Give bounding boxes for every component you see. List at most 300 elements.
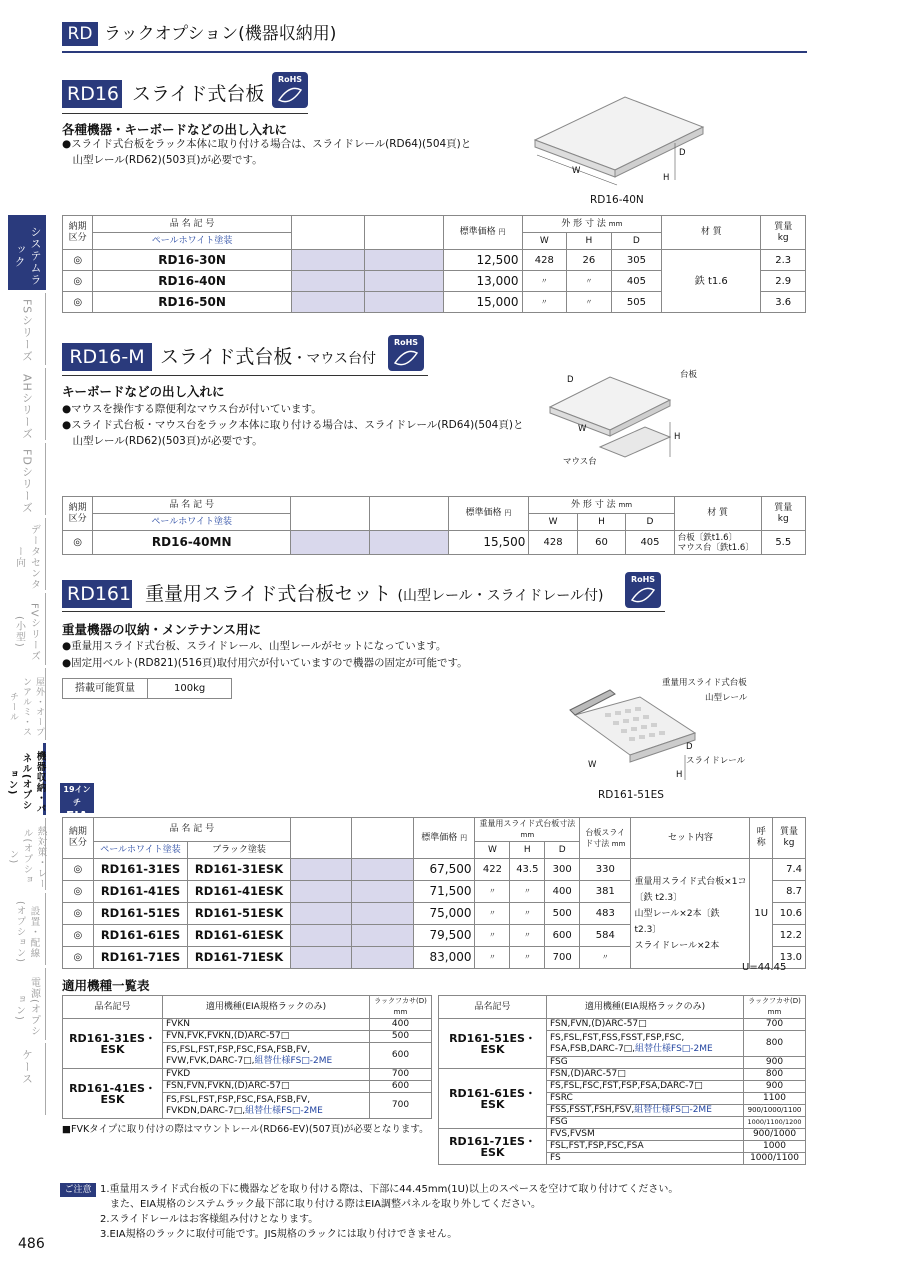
rd161-caption: RD161-51ES xyxy=(598,789,664,801)
note-line: 3.EIA規格のラックに取付可能です。JIS規格のラックには取り付けできません。 xyxy=(100,1229,458,1240)
delivery-mark: ◎ xyxy=(63,271,93,292)
price: 67,500 xyxy=(413,859,475,881)
dim-w: 〃 xyxy=(522,271,567,292)
col-price-unit: 円 xyxy=(460,833,468,842)
models: FSRC xyxy=(547,1093,744,1105)
product-code-white: RD161-71ES xyxy=(93,947,187,969)
dim-d: 600 xyxy=(545,925,580,947)
mass: 12.2 xyxy=(773,925,806,947)
dim-d: 405 xyxy=(626,531,674,555)
rd161-label-plate: 重量用スライド式台板 xyxy=(662,678,747,688)
dim-h: 43.5 xyxy=(510,859,545,881)
rd16m-dim-h: H xyxy=(674,432,681,442)
rohs-icon xyxy=(272,72,308,108)
models: FS xyxy=(547,1153,744,1165)
col-rail-unit: mm xyxy=(611,839,626,848)
rd16m-title xyxy=(160,343,376,373)
set-contents-line: 重量用スライド式台板×1コ xyxy=(634,876,747,887)
product-code: RD16-30N xyxy=(93,250,291,271)
product-code-white: RD161-61ES xyxy=(93,925,187,947)
models: FVKN xyxy=(163,1019,370,1031)
material-line: マウス台〔鉄t1.6〕 xyxy=(677,542,754,553)
rohs-label: RoHS xyxy=(277,75,303,84)
col-mass-unit: kg xyxy=(777,513,789,524)
mass: 5.5 xyxy=(761,531,805,555)
models-line: FS,FSL,FST,FSP,FSC,FSA,FSB,FV, xyxy=(166,1044,311,1055)
col-depth-unit: mm xyxy=(393,1008,408,1016)
col-w: W xyxy=(529,514,577,531)
col-depth-label: ラックフカサ(D) xyxy=(748,997,801,1005)
rd16-bullet: ●スライド式台板をラック本体に取り付ける場合は、スライドレール(RD64)(504頁)と xyxy=(62,138,472,150)
dim-d: 400 xyxy=(545,881,580,903)
blank-cell xyxy=(291,292,364,313)
models-line: FSA,FSB,DARC-7□, xyxy=(550,1043,636,1054)
blank-cell xyxy=(364,250,443,271)
table-row xyxy=(439,1069,806,1081)
note-line: 2.スライドレールはお客様組み付けとなります。 xyxy=(100,1214,319,1225)
depth: 900/1000 xyxy=(744,1129,806,1141)
col-w: W xyxy=(522,233,567,250)
sidebar-item-panel[interactable] xyxy=(8,743,46,815)
col-mass-label: 質量 xyxy=(774,221,793,232)
rd161-bullet: ●固定用ベルト(RD821)(516頁)取付用穴が付いていますので機器の固定が可能です。 xyxy=(62,657,468,669)
col-contents: セット内容 xyxy=(631,818,750,859)
rd16m-subtitle: キーボードなどの出し入れに xyxy=(62,384,225,399)
table-row xyxy=(63,531,806,555)
col-d: D xyxy=(545,842,580,859)
sidebar-label: FDシリーズ xyxy=(20,449,34,514)
col-d: D xyxy=(626,514,674,531)
sidebar-item-fs[interactable] xyxy=(8,293,46,365)
col-name: 品名記号 xyxy=(63,996,163,1019)
table-row xyxy=(63,859,806,881)
rd16-bullet: 山型レール(RD62)(503頁)が必要です。 xyxy=(62,154,263,166)
dim-h: 〃 xyxy=(510,925,545,947)
col-rail xyxy=(580,818,631,859)
models xyxy=(163,1043,370,1069)
blank-cell xyxy=(352,947,414,969)
col-size-label: 外 形 寸 法 xyxy=(561,218,606,229)
depth: 400 xyxy=(370,1019,432,1031)
col-name: 品 名 記 号 xyxy=(93,216,291,233)
blank-cell xyxy=(290,881,352,903)
blank-cell xyxy=(369,531,448,555)
rail-size: 330 xyxy=(580,859,631,881)
col-color: ペールホワイト塗装 xyxy=(93,233,291,250)
sidebar-item-thermal[interactable] xyxy=(8,818,46,890)
product-code: RD16-50N xyxy=(93,292,291,313)
dim-w: 〃 xyxy=(475,925,510,947)
models xyxy=(163,1093,370,1119)
rd16m-label-top: 台板 xyxy=(680,370,698,380)
rd161-tag: RD161 xyxy=(62,580,132,608)
depth: 900 xyxy=(744,1057,806,1069)
col-size-unit: mm xyxy=(520,831,535,839)
models: FVN,FVK,FVKN,(D)ARC-57□ xyxy=(163,1031,370,1043)
dim-h: 〃 xyxy=(510,947,545,969)
col-depth-unit: mm xyxy=(767,1008,782,1016)
product-code: RD16-40MN xyxy=(93,531,291,555)
sidebar-label: データセンター向 xyxy=(13,524,40,590)
col-color: ペールホワイト塗装 xyxy=(93,514,291,531)
sidebar-item-system-rack[interactable] xyxy=(8,215,46,290)
rd161-product-illustration xyxy=(555,685,705,785)
dim-d: 300 xyxy=(545,859,580,881)
product-code-white: RD161-41ES xyxy=(93,881,187,903)
blank-cell xyxy=(352,903,414,925)
set-contents xyxy=(631,859,750,969)
set-contents-line: スライドレール×2本 xyxy=(634,940,720,951)
rd16m-title-small: ・マウス台付 xyxy=(292,351,377,367)
col-h: H xyxy=(567,233,612,250)
models: FS,FSL,FSC,FST,FSP,FSA,DARC-7□ xyxy=(547,1081,744,1093)
models-custom: 組替仕様FS□-2ME xyxy=(254,1055,333,1066)
blank-cell xyxy=(290,947,352,969)
col-mass xyxy=(773,818,806,859)
sidebar-label: 屋外・オープンアルミ・スチール xyxy=(8,677,44,737)
col-name: 品 名 記 号 xyxy=(93,818,290,842)
price: 13,000 xyxy=(443,271,522,292)
eia-badge-bottom: EIA xyxy=(66,809,88,823)
depth: 900/1000/1100 xyxy=(744,1105,806,1117)
col-d: D xyxy=(611,233,662,250)
notes-label: ご注意 xyxy=(60,1183,96,1197)
col-blank xyxy=(291,497,370,531)
eia-badge-top: 19インチ xyxy=(63,785,91,807)
depth: 800 xyxy=(744,1069,806,1081)
blank-cell xyxy=(291,250,364,271)
depth: 600 xyxy=(370,1043,432,1069)
dim-h: 60 xyxy=(577,531,625,555)
page-title: ラックオプション(機器収納用) xyxy=(104,24,337,44)
rd161-bullet: ●重量用スライド式台板、スライドレール、山型レールがセットになっています。 xyxy=(62,640,447,652)
dim-h: 26 xyxy=(567,250,612,271)
material: 鉄 t1.6 xyxy=(662,250,761,313)
col-mass xyxy=(761,216,806,250)
rohs-icon xyxy=(388,335,424,371)
product-code-black: RD161-71ESK xyxy=(188,947,291,969)
rohs-label: RoHS xyxy=(630,575,656,584)
col-mass-label: 質量 xyxy=(774,502,793,513)
dim-d: 500 xyxy=(545,903,580,925)
rd161-underline xyxy=(62,611,665,612)
rd161-dim-w: W xyxy=(588,760,597,770)
mass: 13.0 xyxy=(773,947,806,969)
col-mass-label: 質量 xyxy=(780,827,799,837)
col-size-unit: mm xyxy=(608,219,623,228)
rd161-title xyxy=(145,580,603,610)
models: FVKD xyxy=(163,1069,370,1081)
product-code-black: RD161-41ESK xyxy=(188,881,291,903)
col-size xyxy=(529,497,674,514)
dim-w: 〃 xyxy=(475,903,510,925)
price: 75,000 xyxy=(413,903,475,925)
rd161-table xyxy=(62,817,806,969)
rd16-caption: RD16-40N xyxy=(590,194,644,206)
dim-d: 700 xyxy=(545,947,580,969)
mass: 8.7 xyxy=(773,881,806,903)
sidebar-item-case[interactable] xyxy=(8,1043,46,1115)
delivery-mark: ◎ xyxy=(63,250,93,271)
models: FSN,FVN,(D)ARC-57□ xyxy=(547,1019,744,1031)
rd16m-bullet: 山型レール(RD62)(503頁)が必要です。 xyxy=(62,435,263,447)
col-w: W xyxy=(475,842,510,859)
nominal: 1U xyxy=(750,859,773,969)
blank-cell xyxy=(364,292,443,313)
dim-w: 〃 xyxy=(475,881,510,903)
table-row xyxy=(439,1019,806,1031)
blank-cell xyxy=(291,531,370,555)
blank-cell xyxy=(364,271,443,292)
rd161-title-small: (山型レール・スライドレール付) xyxy=(397,588,604,604)
models: FSG xyxy=(547,1117,744,1129)
rd16m-tag: RD16-M xyxy=(62,343,152,371)
dim-d: 405 xyxy=(611,271,662,292)
delivery-mark: ◎ xyxy=(63,947,94,969)
delivery-mark: ◎ xyxy=(63,531,93,555)
col-size-unit: mm xyxy=(618,500,633,509)
dim-w: 〃 xyxy=(522,292,567,313)
rd161-title-main: 重量用スライド式台板セット xyxy=(145,583,392,605)
models xyxy=(547,1031,744,1057)
rd16m-bullet: ●マウスを操作する際便利なマウス台が付いています。 xyxy=(62,403,322,415)
sidebar-item-wiring[interactable] xyxy=(8,893,46,965)
rd16-tag: RD16 xyxy=(62,80,122,108)
product-code-white: RD161-51ES xyxy=(93,903,187,925)
col-size-label: 外 形 寸 法 xyxy=(570,499,616,510)
rd16-dim-d: D xyxy=(679,148,686,158)
dim-w: 〃 xyxy=(475,947,510,969)
eia-badge xyxy=(60,783,94,823)
material xyxy=(674,531,761,555)
dim-h: 〃 xyxy=(567,271,612,292)
set-contents-line: 〔鉄 t2.3〕 xyxy=(634,892,683,903)
delivery-mark: ◎ xyxy=(63,881,94,903)
dim-h: 〃 xyxy=(567,292,612,313)
col-mass-unit: kg xyxy=(777,232,789,243)
rd16-title: スライド式台板 xyxy=(132,83,265,105)
rd161-subtitle: 重量機器の収納・メンテナンス用に xyxy=(62,622,262,637)
note-line: 1.重量用スライド式台板の下に機器などを取り付ける際は、下部に44.45mm(1U)以上のスペースを空けて取り付けてください。 xyxy=(100,1184,679,1195)
table-row xyxy=(63,1069,432,1081)
models: FVS,FVSM xyxy=(547,1129,744,1141)
group-name: RD161-41ES・ESK xyxy=(63,1069,163,1119)
header-tag: RD xyxy=(62,22,98,46)
col-blank xyxy=(290,818,352,859)
models-line: FS,FSL,FST,FSS,FSST,FSP,FSC, xyxy=(550,1032,685,1043)
models-line: FS,FSL,FST,FSP,FSC,FSA,FSB,FV, xyxy=(166,1094,311,1105)
sidebar-item-fd[interactable] xyxy=(8,443,46,515)
col-white: ペールホワイト塗装 xyxy=(93,842,187,859)
depth: 900 xyxy=(744,1081,806,1093)
load-label: 搭載可能質量 xyxy=(63,679,148,699)
price: 71,500 xyxy=(413,881,475,903)
delivery-mark: ◎ xyxy=(63,292,93,313)
mass: 7.4 xyxy=(773,859,806,881)
models-line: FVW,FVK,DARC-7□, xyxy=(166,1055,255,1066)
col-price-label: 標準価格 xyxy=(465,508,502,518)
material-line: 台板〔鉄t1.6〕 xyxy=(677,532,738,543)
sidebar-label: 機器収納・パネル(オプション) xyxy=(6,750,46,814)
mass: 2.3 xyxy=(761,250,806,271)
blank-cell xyxy=(352,859,414,881)
sidebar-label: ケース xyxy=(20,1049,34,1085)
rd16m-underline xyxy=(62,375,428,376)
sidebar-item-outdoor[interactable] xyxy=(8,668,46,740)
load-value: 100kg xyxy=(148,679,232,699)
col-price-unit: 円 xyxy=(504,509,512,517)
dim-w: 428 xyxy=(529,531,577,555)
models-custom: 組替仕様FS□-2ME xyxy=(634,1105,712,1115)
sidebar-label: AHシリーズ xyxy=(20,374,34,440)
delivery-mark: ◎ xyxy=(63,925,94,947)
price: 83,000 xyxy=(413,947,475,969)
compat-table-left xyxy=(62,995,432,1119)
rd16-product-illustration xyxy=(525,85,710,195)
models-line: FVKDN,DARC-7□, xyxy=(166,1105,246,1116)
blank-cell xyxy=(290,925,352,947)
col-models: 適用機種(EIA規格ラックのみ) xyxy=(163,996,370,1019)
delivery-mark: ◎ xyxy=(63,859,94,881)
set-contents-line: 山型レール×2本〔鉄 t2.3〕 xyxy=(634,908,720,935)
rohs-icon xyxy=(625,572,661,608)
rd16m-dim-w: W xyxy=(578,424,587,434)
col-name: 品 名 記 号 xyxy=(93,497,291,514)
mass: 3.6 xyxy=(761,292,806,313)
col-depth xyxy=(744,996,806,1019)
dim-w: 428 xyxy=(522,250,567,271)
sidebar-label: 電源(オプション) xyxy=(13,977,40,1037)
col-price-label: 標準価格 xyxy=(459,227,496,237)
table-row xyxy=(439,1129,806,1141)
col-blank xyxy=(352,818,414,859)
rd16m-dim-d: D xyxy=(567,375,574,385)
rd161-label-slide: スライドレール xyxy=(686,756,746,766)
sidebar-item-datacenter[interactable] xyxy=(8,518,46,590)
depth: 700 xyxy=(744,1019,806,1031)
models-line: FSS,FSST,FSH,FSV, xyxy=(550,1105,635,1115)
sidebar-item-power[interactable] xyxy=(8,968,46,1040)
depth: 600 xyxy=(370,1081,432,1093)
table-row xyxy=(63,250,806,271)
product-code: RD16-40N xyxy=(93,271,291,292)
depth: 1000 xyxy=(744,1141,806,1153)
rd16-dim-w: W xyxy=(572,166,581,176)
col-mass xyxy=(761,497,805,531)
col-h: H xyxy=(577,514,625,531)
col-name: 品名記号 xyxy=(439,996,547,1019)
product-code-white: RD161-31ES xyxy=(93,859,187,881)
col-models: 適用機種(EIA規格ラックのみ) xyxy=(547,996,744,1019)
group-name: RD161-31ES・ESK xyxy=(63,1019,163,1069)
rd161-dim-d: D xyxy=(686,742,693,752)
sidebar-label: 熱対策・レール(オプション) xyxy=(7,825,47,889)
header-rule xyxy=(62,51,807,53)
depth: 1100 xyxy=(744,1093,806,1105)
col-rail-label: 台板スライド寸法 xyxy=(585,827,626,848)
dim-d: 505 xyxy=(611,292,662,313)
group-name: RD161-61ES・ESK xyxy=(439,1069,547,1129)
col-size xyxy=(522,216,662,233)
product-code-black: RD161-61ESK xyxy=(188,925,291,947)
models: FSG xyxy=(547,1057,744,1069)
product-code-black: RD161-51ESK xyxy=(188,903,291,925)
rd16-dim-h: H xyxy=(663,173,670,183)
blank-cell xyxy=(352,925,414,947)
depth: 700 xyxy=(370,1093,432,1119)
sidebar-label: FSシリーズ xyxy=(20,299,34,363)
sidebar-item-fv[interactable] xyxy=(8,593,46,665)
col-delivery: 納期区分 xyxy=(63,818,94,859)
product-code-black: RD161-31ESK xyxy=(188,859,291,881)
rail-size: 584 xyxy=(580,925,631,947)
col-material: 材 質 xyxy=(674,497,761,531)
dim-w: 422 xyxy=(475,859,510,881)
table-row xyxy=(63,1019,432,1031)
col-size-label: 重量用スライド式台板寸法 xyxy=(479,819,576,828)
rd16m-table xyxy=(62,496,806,555)
price: 15,500 xyxy=(448,531,529,555)
mass: 2.9 xyxy=(761,271,806,292)
col-price xyxy=(448,497,529,531)
sidebar-label: 設置・配線(オプション) xyxy=(14,901,40,963)
mass: 10.6 xyxy=(773,903,806,925)
group-name: RD161-71ES・ESK xyxy=(439,1129,547,1165)
col-price xyxy=(443,216,522,250)
delivery-mark: ◎ xyxy=(63,903,94,925)
col-mass-unit: kg xyxy=(783,838,795,848)
depth: 700 xyxy=(370,1069,432,1081)
price: 15,000 xyxy=(443,292,522,313)
dim-d: 305 xyxy=(611,250,662,271)
sidebar-item-ah[interactable] xyxy=(8,368,46,440)
rd16m-label-mouse: マウス台 xyxy=(563,457,597,467)
col-price-unit: 円 xyxy=(498,228,506,236)
sidebar-label: システムラック xyxy=(13,225,42,286)
page-number: 486 xyxy=(18,1236,45,1252)
col-blank xyxy=(291,216,364,250)
col-size xyxy=(475,818,580,842)
col-price xyxy=(413,818,475,859)
models-custom: 組替仕様FS□-2ME xyxy=(635,1043,713,1054)
col-depth xyxy=(370,996,432,1019)
col-delivery: 納期区分 xyxy=(63,497,93,531)
models: FSN,FVN,FVKN,(D)ARC-57□ xyxy=(163,1081,370,1093)
rohs-label: RoHS xyxy=(393,338,419,347)
col-blank xyxy=(369,497,448,531)
rd16-subtitle: 各種機器・キーボードなどの出し入れに xyxy=(62,122,288,137)
blank-cell xyxy=(290,903,352,925)
dim-h: 〃 xyxy=(510,881,545,903)
fvk-note: ■FVKタイプに取り付けの際はマウントレール(RD66-EV)(507頁)が必要となります。 xyxy=(62,1124,429,1135)
col-material: 材 質 xyxy=(662,216,761,250)
price: 12,500 xyxy=(443,250,522,271)
col-black: ブラック塗装 xyxy=(188,842,291,859)
models: FSL,FST,FSP,FSC,FSA xyxy=(547,1141,744,1153)
rd161-load-table xyxy=(62,678,232,699)
compat-title: 適用機種一覧表 xyxy=(62,978,150,993)
depth: 1000/1100 xyxy=(744,1153,806,1165)
col-delivery: 納期区分 xyxy=(63,216,93,250)
models xyxy=(547,1105,744,1117)
dim-h: 〃 xyxy=(510,903,545,925)
sidebar-label: FVシリーズ(小型) xyxy=(13,602,40,662)
col-nominal: 呼称 xyxy=(750,818,773,859)
rd16m-title-main: スライド式台板 xyxy=(160,346,293,368)
note-line: また、EIA規格のシステムラック最下部に取り付ける際はEIA調整パネルを取り外してください。 xyxy=(100,1199,542,1210)
col-blank xyxy=(364,216,443,250)
col-price-label: 標準価格 xyxy=(421,832,458,843)
